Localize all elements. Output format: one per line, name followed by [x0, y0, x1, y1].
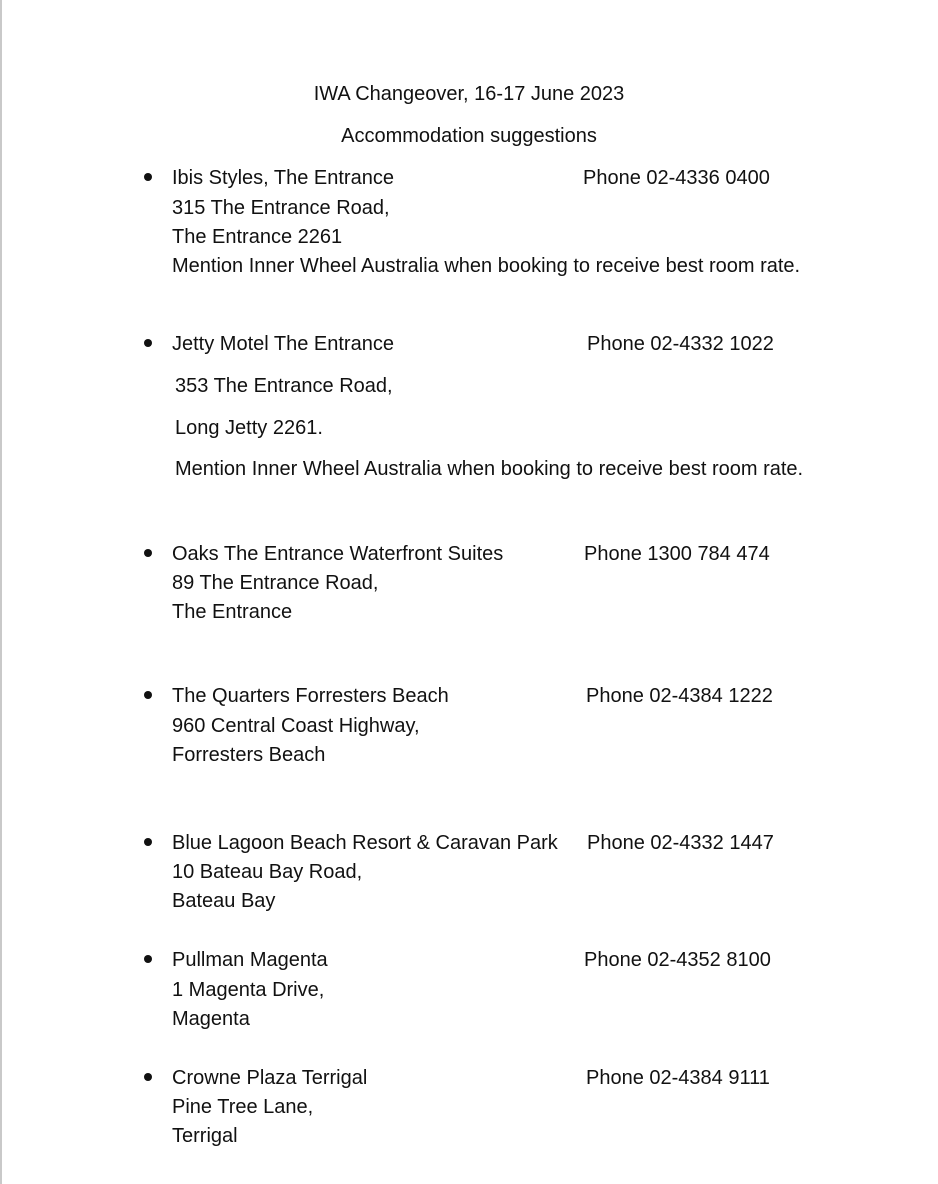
phone-number: Phone 02-4332 1447 [587, 832, 774, 854]
phone-number: Phone 02-4336 0400 [583, 167, 770, 189]
bullet-icon [144, 1073, 152, 1081]
document-subtitle: Accommodation suggestions [341, 125, 597, 147]
accommodation-name: Pullman Magenta [172, 949, 328, 971]
address-street: 10 Bateau Bay Road, [172, 861, 363, 883]
address-street: 315 The Entrance Road, [172, 197, 390, 219]
address-locality: Terrigal [172, 1125, 238, 1147]
booking-note: Mention Inner Wheel Australia when booking to receive best room rate. [175, 458, 804, 480]
accommodation-name: The Quarters Forresters Beach [172, 685, 449, 707]
bullet-icon [144, 691, 152, 699]
phone-number: Phone 1300 784 474 [584, 543, 770, 565]
address-street: 1 Magenta Drive, [172, 979, 325, 1001]
address-street: Pine Tree Lane, [172, 1096, 314, 1118]
page-edge [0, 0, 2, 1184]
bullet-icon [144, 549, 152, 557]
bullet-icon [144, 173, 152, 181]
address-locality: Bateau Bay [172, 890, 276, 912]
address-locality: The Entrance 2261 [172, 226, 343, 248]
bullet-icon [144, 339, 152, 347]
phone-number: Phone 02-4332 1022 [587, 333, 774, 355]
address-locality: Long Jetty 2261. [175, 417, 323, 439]
phone-number: Phone 02-4352 8100 [584, 949, 771, 971]
address-street: 960 Central Coast Highway, [172, 715, 420, 737]
bullet-icon [144, 955, 152, 963]
phone-number: Phone 02-4384 1222 [586, 685, 773, 707]
accommodation-name: Crowne Plaza Terrigal [172, 1067, 368, 1089]
address-locality: Forresters Beach [172, 744, 326, 766]
accommodation-name: Jetty Motel The Entrance [172, 333, 394, 355]
address-street: 353 The Entrance Road, [175, 375, 393, 397]
booking-note: Mention Inner Wheel Australia when booking to receive best room rate. [172, 255, 801, 277]
accommodation-name: Oaks The Entrance Waterfront Suites [172, 543, 504, 565]
address-locality: Magenta [172, 1008, 250, 1030]
phone-number: Phone 02-4384 9111 [586, 1067, 770, 1089]
bullet-icon [144, 838, 152, 846]
document-title: IWA Changeover, 16-17 June 2023 [313, 83, 625, 105]
address-street: 89 The Entrance Road, [172, 572, 379, 594]
accommodation-name: Ibis Styles, The Entrance [172, 167, 394, 189]
address-locality: The Entrance [172, 601, 293, 623]
accommodation-name: Blue Lagoon Beach Resort & Caravan Park [172, 832, 558, 854]
